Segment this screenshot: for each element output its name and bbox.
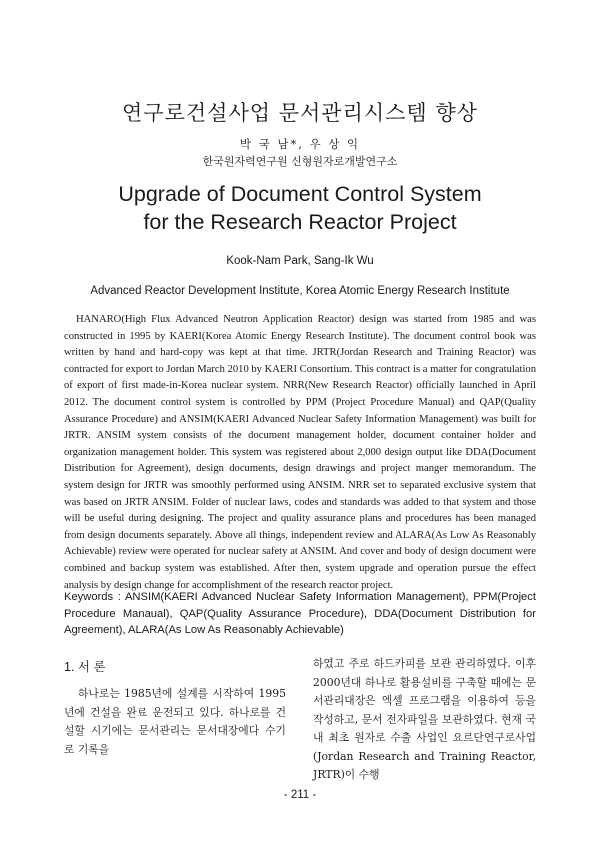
english-authors: Kook-Nam Park, Sang-Ik Wu (226, 255, 374, 267)
intro-left-column: 하나로는 1985년에 설계를 시작하여 1995년에 건설을 완료 운전되고 있다. 하나로를 건설할 시기에는 문서관리는 문서대장에다 수기로 기록을 (64, 687, 286, 757)
korean-authors: 박 국 남*, 우 상 익 (239, 137, 361, 151)
abstract: HANARO(High Flux Advanced Neutron Application Reactor) design was started from 1985 and was constructed in 1995 by KAERI(Korea Atomic Energy Research Institute). The document control book was written by hand and hard-copy was kept at that time. JRTR(Jordan Research and Training Reactor) was contracted for export to Jordan March 2010 by KAERI Consortium. This contract is a matter for congratulation of export of first made-in-Korea nuclear system. NRR(New Research Reactor) officially launched in April 2012. The document control system is controlled by PPM (Project Procedure Manual) and QAP(Quality Assurance Procedure) and ANSIM(KAERI Advanced Nuclear Safety Information Management) was built for JRTR. ANSIM system consists of the document management holder, document container holder and organization management holder. This system was registered about 2,000 design output like DDA(Document Distribution for Agreement), design documents, design drawings and project manger memorandum. The system design for JRTR was smoothly performed using ANSIM. NRR set to separated exclusive system that was based on JRTR ANSIM. Folder of nuclear laws, codes and standards was added to that system and those will be useful during designing. The project and quality assurance plans and procedures has been managed from design documents separately. Above all things, independent review and ALARA(As Low As Reasonably Achievable) review were operated for nuclear safety at ANSIM. And cover and body of design document were combined and backup system was established. After then, system upgrade and operation pursue the effect analysis by design change for accomplishment of the research reactor project. (64, 314, 536, 591)
korean-title: 연구로건설사업 문서관리시스템 향상 (122, 101, 478, 125)
page-number: - 211 - (283, 789, 317, 801)
keywords-label: Keywords (64, 591, 114, 603)
korean-affiliation: 한국원자력연구원 신형원자로개발연구소 (202, 155, 398, 168)
keywords-text: ANSIM(KAERI Advanced Nuclear Safety Information Management), PPM(Project Procedure Manaual), QAP(Quality Assurance Procedure), DDA(Document Distribution for Agreement), ALARA(As Low As Reasonably Achievable) (64, 591, 536, 637)
english-title (0, 180, 600, 236)
english-affiliation: Advanced Reactor Development Institute, Korea Atomic Energy Research Institute (90, 285, 510, 297)
english-title-line2: for the Research Reactor Project (143, 210, 457, 234)
keywords-separator: : (113, 591, 125, 603)
keywords (64, 589, 536, 639)
section-heading: 1. 서 론 (64, 660, 106, 674)
intro-right-column: 하였고 주로 하드카피를 보관 관리하였다. 이후 2000년대 하나로 활용설비를 구축할 때에는 문서관리대장은 엑셀 프로그램을 이용하여 등을 작성하고, 문서 전자파일을 보관하였다. 현재 국내 최초 원자로 수출 사업인 요르단연구로사업(Jordan Research and Training Reactor, JRTR)이 수행 (313, 657, 536, 781)
english-title-line1: Upgrade of Document Control System (118, 182, 482, 206)
